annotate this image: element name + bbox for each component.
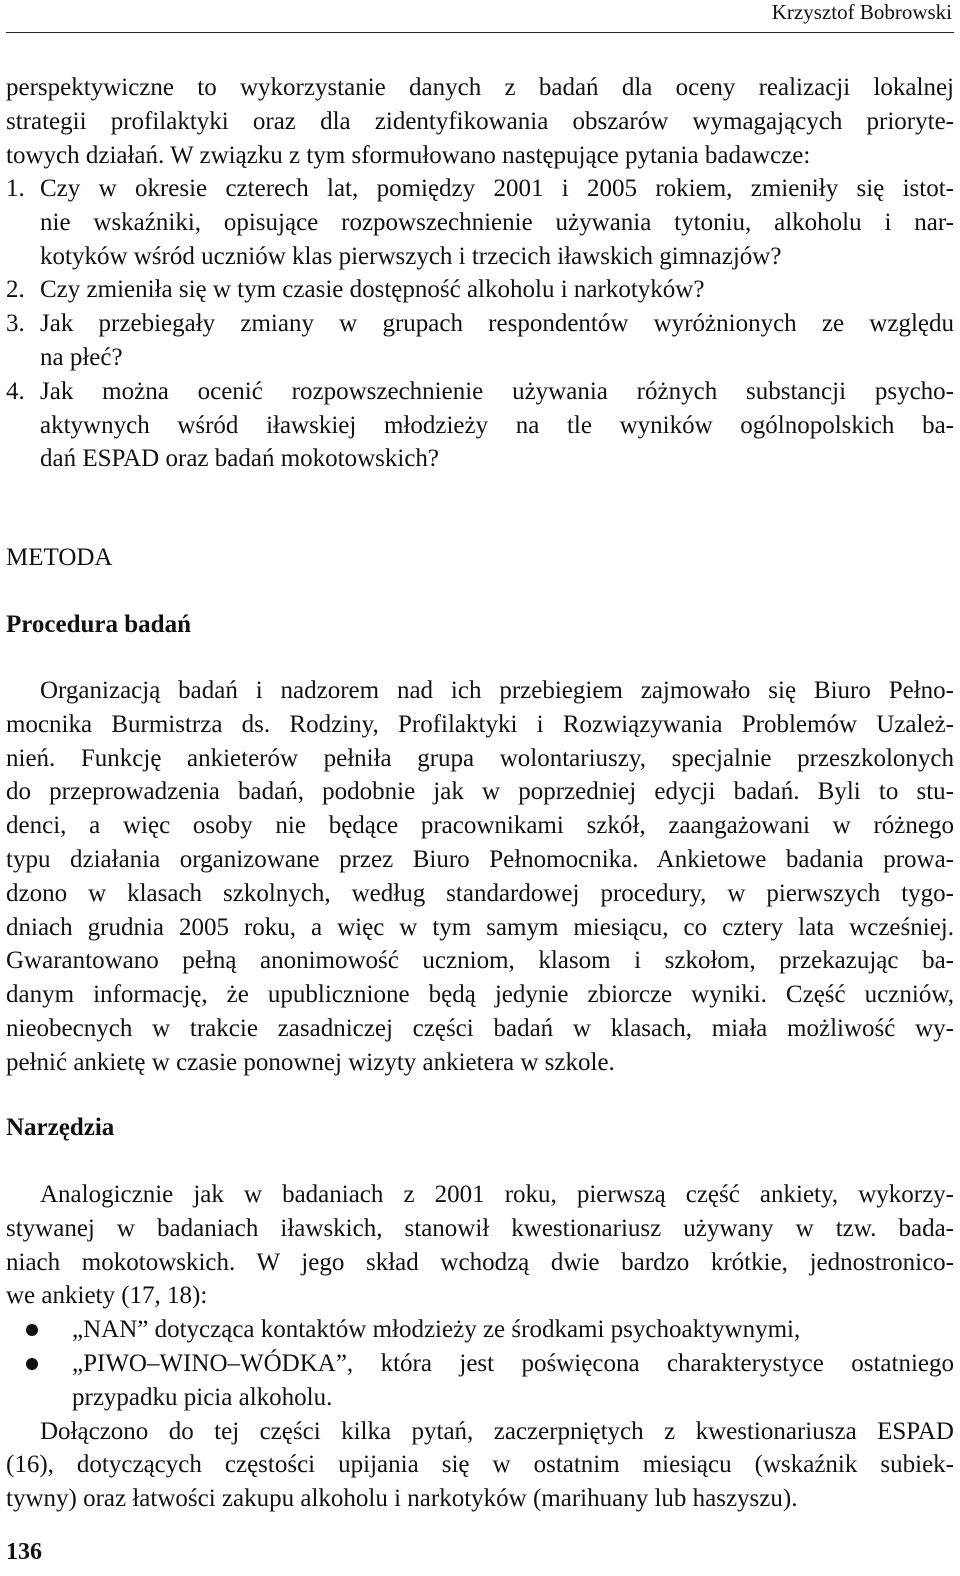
intro-paragraph: [6, 71, 954, 172]
text-line: strategii profilaktyki oraz dla zidentyfikowania obszarów wymagających prioryte-: [6, 107, 954, 135]
text-line: Dołączono do tej części kilka pytań, zaczerpniętych z kwestionariusza ESPAD: [40, 1417, 954, 1445]
text-line: dań ESPAD oraz badań mokotowskich?: [40, 445, 440, 473]
text-line: na płeć?: [40, 343, 123, 371]
running-head-author: Krzysztof Bobrowski: [771, 0, 952, 24]
procedure-paragraph: [6, 674, 954, 1080]
list-number: 3.: [6, 310, 25, 338]
text-line: dniach grudnia 2005 roku, a więc w tym samym miesiącu, co cztery lata wcześniej.: [6, 913, 954, 941]
text-line: (16), dotyczących częstości upijania się w ostatnim miesiącu (wskaźnik subiek-: [6, 1451, 954, 1479]
text-line: towych działań. W związku z tym sformułowano następujące pytania badawcze:: [6, 141, 811, 169]
bullet-item: [6, 1347, 954, 1415]
text-line: nieobecnych w trakcie zasadniczej części badań w klasach, miała możliwość wy-: [6, 1014, 954, 1042]
subsection-title-tools: Narzędzia: [6, 1114, 115, 1141]
text-line: kotyków wśród uczniów klas pierwszych i trzecich iławskich gimnazjów?: [40, 242, 782, 270]
text-line: nie wskaźniki, opisujące rozpowszechnienie używania tytoniu, alkoholu i nar-: [40, 208, 954, 236]
page-number: 136: [6, 1539, 42, 1565]
text-line: do przeprowadzenia badań, podobnie jak w poprzedniej edycji badań. Byli to stu-: [6, 778, 954, 806]
list-item: [6, 273, 954, 307]
list-number: 4.: [6, 377, 25, 405]
text-line: Gwarantowano pełną anonimowość uczniom, klasom i szkołom, przekazując ba-: [6, 947, 954, 975]
bullet-item: [6, 1313, 954, 1347]
subsection-title-procedure: Procedura badań: [6, 611, 191, 638]
text-line: Analogicznie jak w badaniach z 2001 roku, pierwszą część ankiety, wykorzy-: [40, 1181, 954, 1208]
text-line: Czy w okresie czterech lat, pomiędzy 2001 i 2005 rokiem, zmieniły się istot-: [40, 175, 954, 202]
header-rule: [6, 32, 954, 33]
bullet-icon: [26, 1324, 38, 1336]
text-line: we ankiety (17, 18):: [6, 1282, 208, 1310]
text-line: typu działania organizowane przez Biuro Pełnomocnika. Ankietowe badania prowa-: [6, 845, 954, 873]
text-line: Czy zmieniła się w tym czasie dostępność alkoholu i narkotyków?: [40, 276, 705, 304]
text-line: niach mokotowskich. W jego skład wchodzą dwie bardzo krótkie, jednostronico-: [6, 1248, 954, 1276]
research-questions-list: [6, 172, 954, 476]
text-line: przypadku picia alkoholu.: [72, 1383, 333, 1411]
text-line: Jak przebiegały zmiany w grupach respondentów wyróżnionych ze względu: [40, 310, 954, 338]
text-line: Organizacją badań i nadzorem nad ich przebiegiem zajmowało się Biuro Pełno-: [40, 677, 954, 704]
section-title: METODA: [6, 544, 113, 571]
list-item: [6, 172, 954, 273]
text-line: perspektywiczne to wykorzystanie danych z badań dla oceny realizacji lokalnej: [6, 74, 954, 101]
list-number: 1.: [6, 175, 25, 202]
text-line: pełnić ankietę w czasie ponownej wizyty ankietera w szkole.: [6, 1048, 615, 1076]
text-line: aktywnych wśród iławskiej młodzieży na tle wyników ogólnopolskich ba-: [40, 411, 954, 439]
tools-paragraph: [6, 1178, 954, 1516]
text-line: Jak można ocenić rozpowszechnienie używania różnych substancji psycho-: [40, 377, 954, 405]
text-line: „PIWO–WINO–WÓDKA”, która jest poświęcona charakterystyce ostatniego: [72, 1349, 954, 1377]
text-line: denci, a więc osoby nie będące pracownikami szkół, zaangażowani w różnego: [6, 812, 954, 840]
text-line: nień. Funkcję ankieterów pełniła grupa wolontariuszy, specjalnie przeszkolonych: [6, 744, 954, 772]
text-line: mocnika Burmistrza ds. Rodziny, Profilaktyki i Rozwiązywania Problemów Uzależ-: [6, 710, 954, 738]
text-line: tywny) oraz łatwości zakupu alkoholu i narkotyków (marihuany lub haszyszu).: [6, 1485, 798, 1513]
text-line: dzono w klasach szkolnych, według standardowej procedury, w pierwszych tygo-: [6, 879, 954, 907]
text-line: „NAN” dotycząca kontaktów młodzieży ze środkami psychoaktywnymi,: [72, 1316, 801, 1344]
text-line: stywanej w badaniach iławskich, stanowił kwestionariusz używany w tzw. bada-: [6, 1214, 954, 1242]
list-item: [6, 375, 954, 476]
text-line: danym informację, że upublicznione będą jedynie zbiorcze wyniki. Część uczniów,: [6, 981, 954, 1009]
list-number: 2.: [6, 276, 25, 304]
bullet-icon: [26, 1358, 38, 1370]
list-item: [6, 307, 954, 375]
